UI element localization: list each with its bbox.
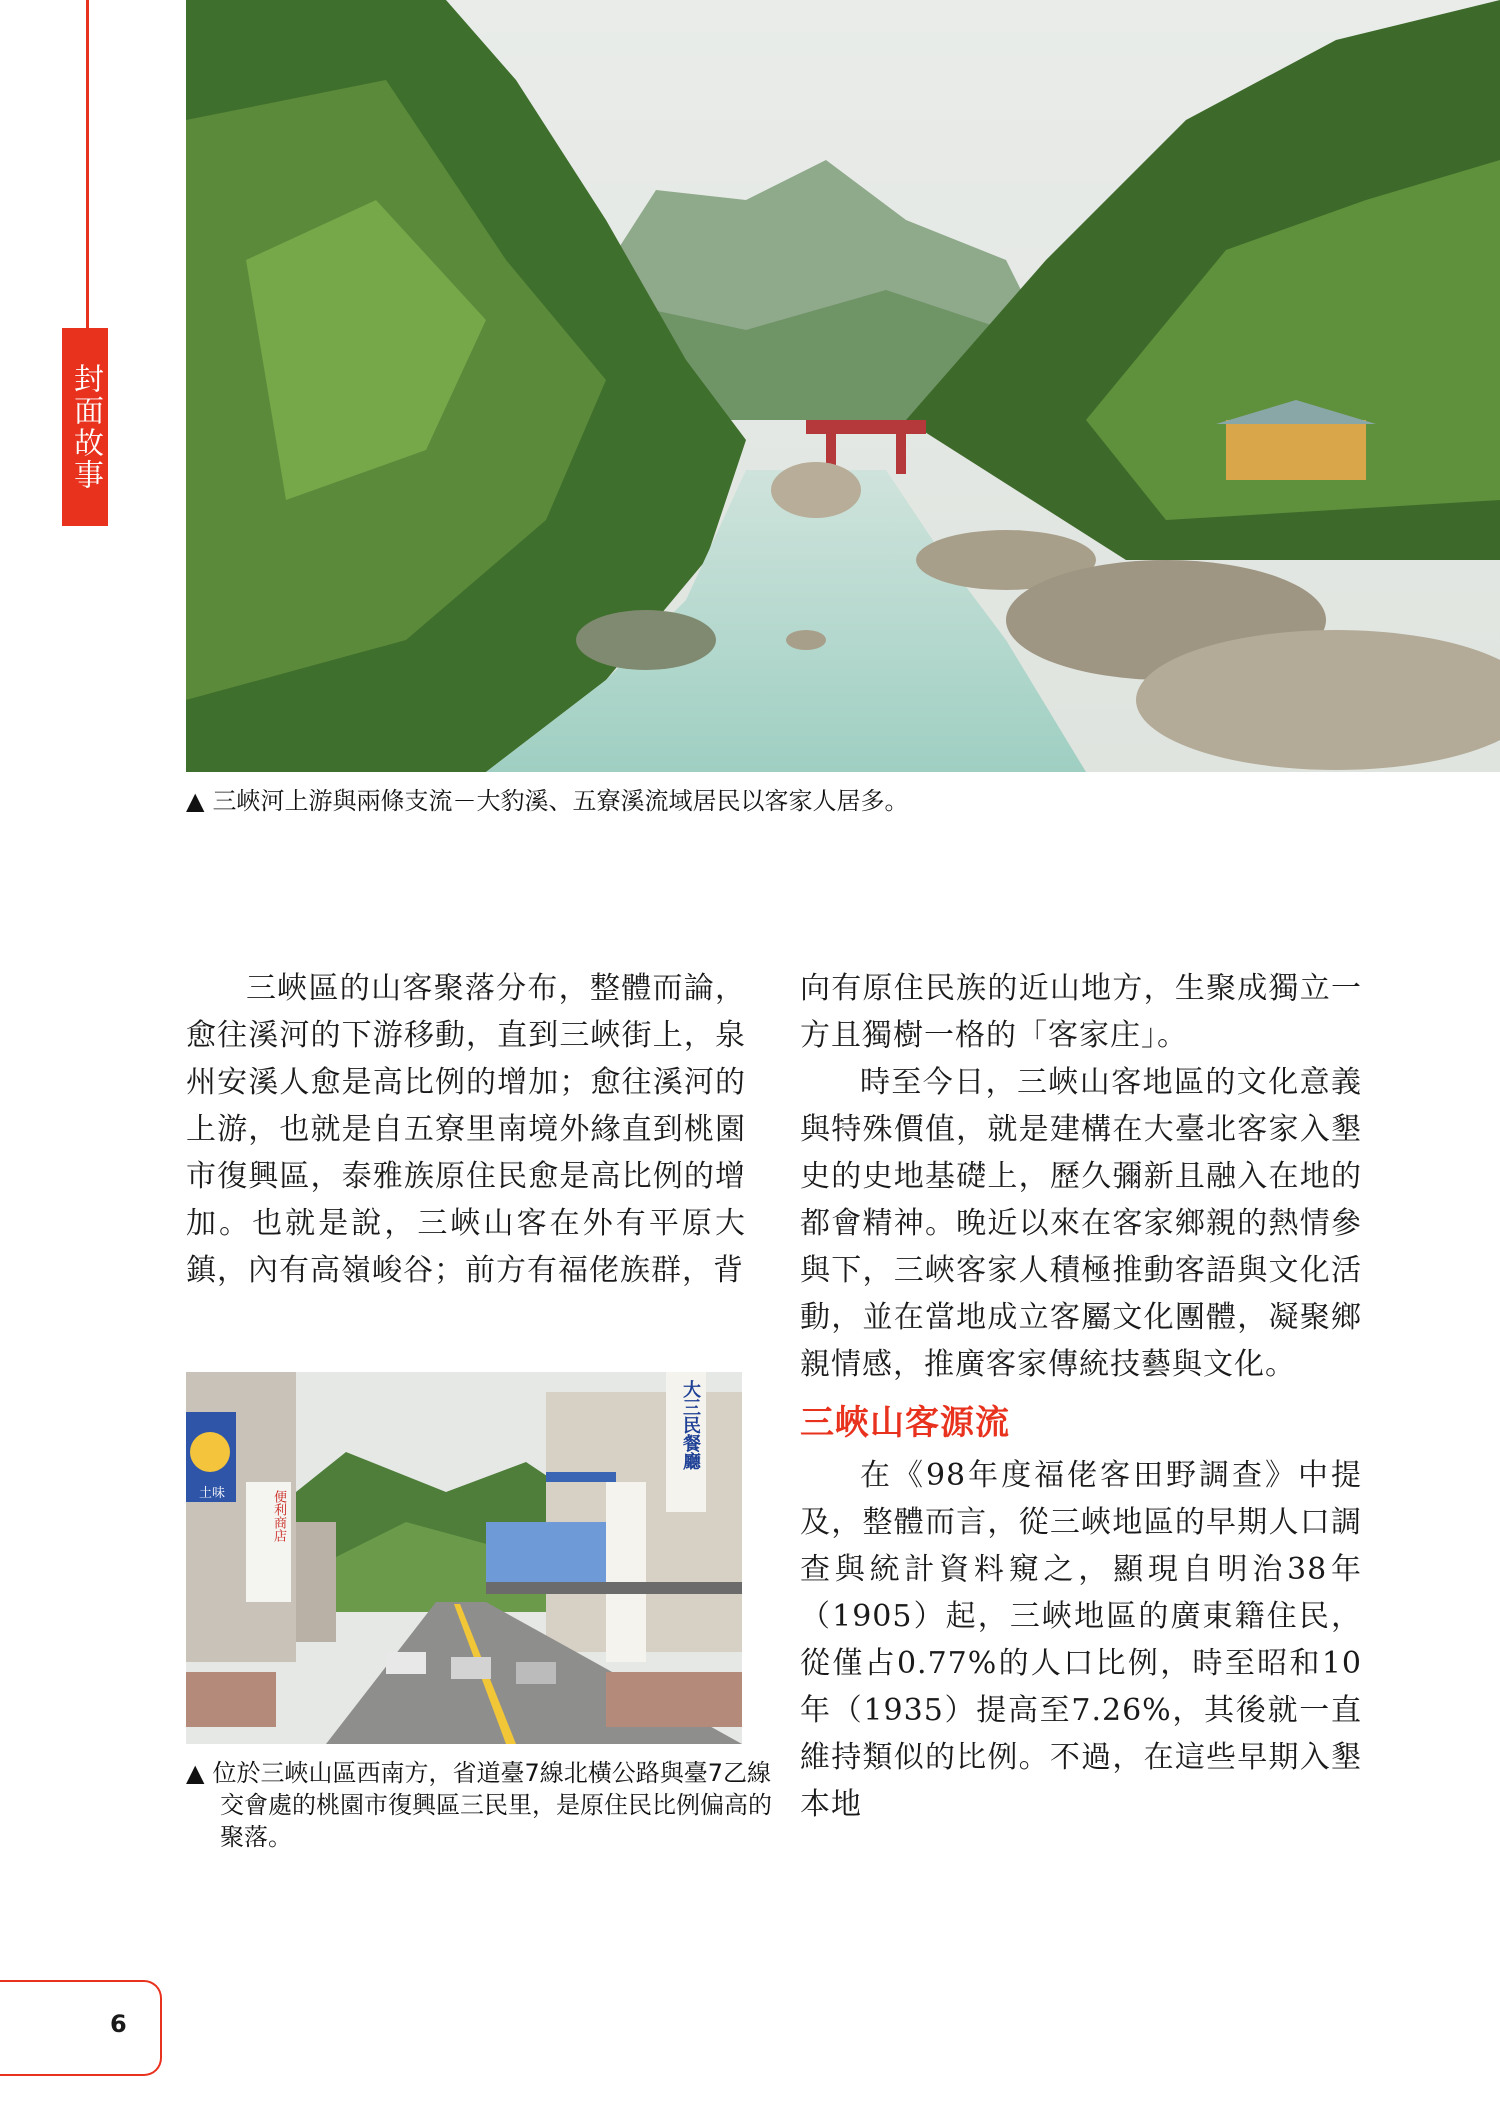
- page-number: 6: [110, 2010, 127, 2038]
- paragraph: 在《98年度福佬客田野調查》中提及，整體而言，從三峽地區的早期人口調查與統計資料窺之，顯現自明治38年（1905）起，三峽地區的廣東籍住民，從僅占0.77%的人口比例，時至昭和10年（1935）提高至7.26%，其後就一直維持類似的比例。不過，在這些早期入墾本地: [800, 1458, 1362, 1822]
- right-text-column: [800, 965, 1362, 1828]
- sign-sanmin-restaurant: 大三民餐廳: [680, 1380, 701, 1470]
- caption-marker: ▲: [186, 1759, 205, 1787]
- river-valley-photo: [186, 0, 1500, 772]
- paragraph: 三峽區的山客聚落分布，整體而論，愈往溪河的下游移動，直到三峽街上，泉州安溪人愈是高比例的增加；愈往溪河的上游，也就是自五寮里南境外緣直到桃園市復興區，泰雅族原住民愈是高比例的增加。也就是說，三峽山客在外有平原大鎮，內有高嶺峻谷；前方有福佬族群，背: [186, 971, 746, 1288]
- street-photo: [186, 1372, 742, 1744]
- caption-marker: ▲: [186, 787, 205, 815]
- paragraph-continuation: 向有原住民族的近山地方，生聚成獨立一方且獨樹一格的「客家庄」。: [800, 971, 1362, 1053]
- street-photo-caption: ▲ 位於三峽山區西南方，省道臺7線北橫公路與臺7乙線交會處的桃園市復興區三民里，是原住民比例偏高的聚落。: [186, 1759, 772, 1851]
- sign-convenience-store: 便利商店: [271, 1490, 286, 1542]
- accent-rule: [86, 0, 89, 330]
- section-heading: 三峽山客源流: [800, 1403, 1010, 1443]
- sign-tuwei: 土味: [188, 1482, 236, 1501]
- paragraph: 時至今日，三峽山客地區的文化意義與特殊價值，就是建構在大臺北客家入墾史的史地基礎上，歷久彌新且融入在地的都會精神。晚近以來在客家鄉親的熱情參與下，三峽客家人積極推動客語與文化活動，並在當地成立客屬文化團體，凝聚鄉親情感，推廣客家傳統技藝與文化。: [800, 1065, 1362, 1382]
- section-tab: 封面故事: [62, 328, 108, 526]
- top-photo-caption: ▲ 三峽河上游與兩條支流－大豹溪、五寮溪流域居民以客家人居多。: [186, 787, 909, 815]
- left-text-column: [186, 965, 746, 1294]
- page-number-frame: [0, 1980, 162, 2076]
